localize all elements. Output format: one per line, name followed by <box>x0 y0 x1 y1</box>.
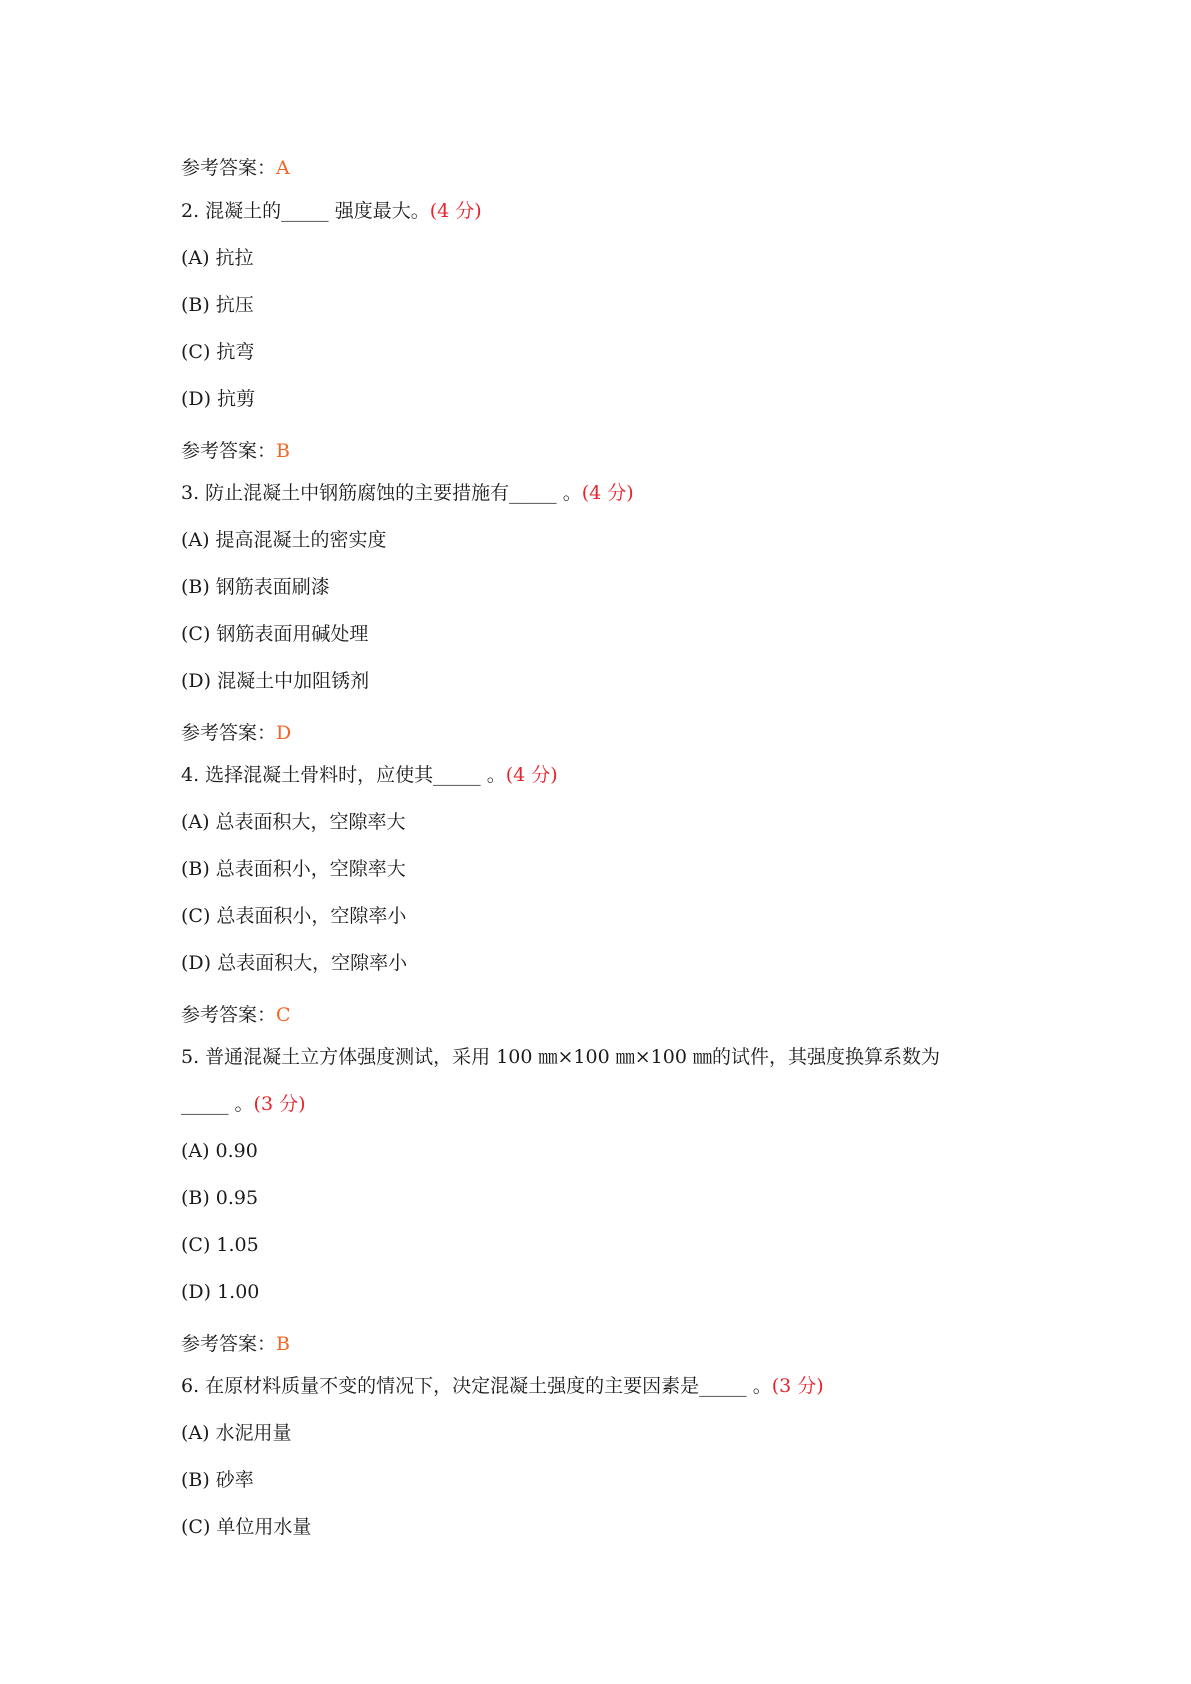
option-text: 单位用水量 <box>216 1516 312 1538</box>
question-5-option-a <box>181 1139 258 1163</box>
option-label: (B) <box>181 294 210 316</box>
answer-value: B <box>276 440 290 462</box>
option-label: (A) <box>181 1422 210 1444</box>
option-label: (C) <box>181 623 211 645</box>
option-text: 水泥用量 <box>215 1422 292 1444</box>
option-label: (C) <box>181 1234 211 1256</box>
question-5-option-c <box>181 1233 259 1257</box>
question-2-option-c <box>181 340 254 364</box>
question-2-option-a <box>181 246 254 270</box>
option-label: (D) <box>181 388 212 410</box>
question-score: (4 分) <box>581 482 634 504</box>
option-text: 0.95 <box>215 1187 259 1209</box>
option-label: (A) <box>181 1140 210 1162</box>
question-text: 6. 在原材料质量不变的情况下，决定混凝土强度的主要因素是_____ 。 <box>181 1375 772 1397</box>
option-text: 1.00 <box>217 1281 260 1303</box>
question-score: (4 分) <box>505 764 558 786</box>
answer-line-q5 <box>181 1332 290 1356</box>
option-text: 总表面积小，空隙率大 <box>215 858 406 880</box>
answer-value: B <box>276 1333 290 1355</box>
option-label: (B) <box>181 1187 210 1209</box>
option-text: 总表面积大，空隙率大 <box>215 811 406 833</box>
option-text: 钢筋表面刷漆 <box>215 576 330 598</box>
question-text: 2. 混凝土的_____ 强度最大。 <box>181 200 430 222</box>
answer-label: 参考答案： <box>181 157 277 179</box>
option-label: (D) <box>181 1281 212 1303</box>
question-text: 5. 普通混凝土立方体强度测试，采用 100 ㎜×100 ㎜×100 ㎜的试件，其强度换算系数为 <box>181 1046 940 1068</box>
option-text: 0.90 <box>215 1140 258 1162</box>
question-4-option-b <box>181 857 406 881</box>
question-3-option-d <box>181 669 369 693</box>
option-label: (A) <box>181 811 210 833</box>
answer-line-q2 <box>181 439 290 463</box>
question-5-stem-continued <box>181 1092 306 1116</box>
question-2-option-d <box>181 387 255 411</box>
option-text: 抗弯 <box>216 341 255 363</box>
question-score: (3 分) <box>253 1093 306 1115</box>
question-text: 3. 防止混凝土中钢筋腐蚀的主要措施有_____ 。 <box>181 482 582 504</box>
question-text: 4. 选择混凝土骨料时，应使其_____ 。 <box>181 764 506 786</box>
option-text: 抗拉 <box>215 247 254 269</box>
question-4-option-d <box>181 951 407 975</box>
question-4-option-a <box>181 810 406 834</box>
option-text: 抗剪 <box>217 388 256 410</box>
option-label: (B) <box>181 1469 210 1491</box>
question-2-option-b <box>181 293 254 317</box>
answer-label: 参考答案： <box>181 1004 277 1026</box>
question-6-option-c <box>181 1515 311 1539</box>
question-2-stem <box>181 199 482 223</box>
option-label: (D) <box>181 670 212 692</box>
question-6-option-a <box>181 1421 292 1445</box>
question-text-continued: _____ 。 <box>181 1093 254 1115</box>
answer-label: 参考答案： <box>181 722 277 744</box>
answer-label: 参考答案： <box>181 1333 277 1355</box>
question-4-stem <box>181 763 558 787</box>
question-5-stem <box>181 1045 940 1069</box>
option-label: (A) <box>181 247 210 269</box>
option-label: (C) <box>181 1516 211 1538</box>
option-label: (C) <box>181 905 211 927</box>
option-text: 1.05 <box>216 1234 259 1256</box>
question-6-stem <box>181 1374 824 1398</box>
question-3-option-c <box>181 622 368 646</box>
option-text: 提高混凝土的密实度 <box>215 529 387 551</box>
answer-line-q3 <box>181 721 291 745</box>
option-label: (B) <box>181 576 210 598</box>
option-label: (D) <box>181 952 212 974</box>
option-text: 总表面积大，空隙率小 <box>217 952 408 974</box>
answer-value: D <box>276 722 292 744</box>
option-label: (C) <box>181 341 211 363</box>
question-5-option-d <box>181 1280 259 1304</box>
question-score: (4 分) <box>429 200 482 222</box>
answer-line-q4 <box>181 1003 291 1027</box>
answer-line-q1 <box>181 156 290 180</box>
option-label: (A) <box>181 529 210 551</box>
answer-value: C <box>276 1004 291 1026</box>
option-label: (B) <box>181 858 210 880</box>
answer-value: A <box>276 157 290 179</box>
option-text: 总表面积小，空隙率小 <box>216 905 407 927</box>
question-6-option-b <box>181 1468 254 1492</box>
option-text: 抗压 <box>215 294 254 316</box>
answer-label: 参考答案： <box>181 440 277 462</box>
question-3-stem <box>181 481 634 505</box>
question-score: (3 分) <box>771 1375 824 1397</box>
option-text: 钢筋表面用碱处理 <box>216 623 369 645</box>
option-text: 砂率 <box>215 1469 254 1491</box>
option-text: 混凝土中加阻锈剂 <box>217 670 370 692</box>
question-5-option-b <box>181 1186 258 1210</box>
question-3-option-b <box>181 575 330 599</box>
question-4-option-c <box>181 904 406 928</box>
question-3-option-a <box>181 528 387 552</box>
